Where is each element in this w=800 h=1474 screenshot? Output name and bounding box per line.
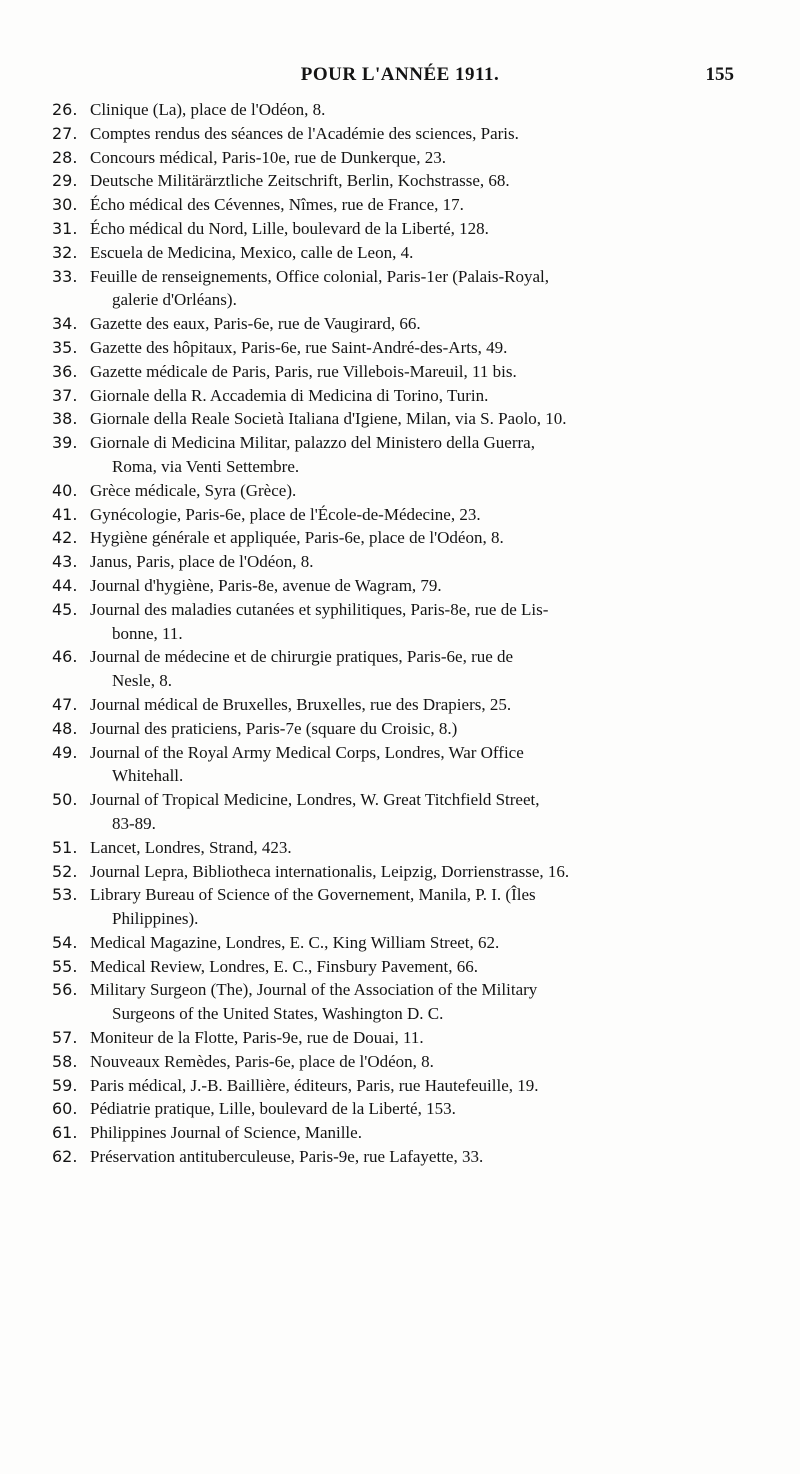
entry-text: Moniteur de la Flotte, Paris-9e, rue de Douai, 11. xyxy=(90,1028,424,1048)
entry-number: 36. xyxy=(52,361,78,381)
list-item xyxy=(52,169,742,193)
list-item xyxy=(52,122,742,146)
list-item xyxy=(52,312,742,336)
entry-text-continuation: Surgeons of the United States, Washington D. C. xyxy=(112,1004,444,1024)
entry-text: Giornale di Medicina Militar, palazzo del Ministero della Guerra, xyxy=(90,433,535,453)
entry-number: 35. xyxy=(52,337,78,357)
entry-number: 57. xyxy=(52,1028,78,1048)
entry-text: Comptes rendus des séances de l'Académie des sciences, Paris. xyxy=(90,123,519,143)
entry-text: Janus, Paris, place de l'Odéon, 8. xyxy=(90,552,314,572)
list-item xyxy=(52,741,742,789)
entry-text: Medical Magazine, Londres, E. C., King William Street, 62. xyxy=(90,932,500,952)
entry-text: Journal des praticiens, Paris-7e (square du Croisic, 8.) xyxy=(90,718,458,738)
list-item xyxy=(52,241,742,265)
entry-text-continuation: bonne, 11. xyxy=(112,623,183,643)
entry-number: 39. xyxy=(52,433,78,453)
entry-text: Military Surgeon (The), Journal of the Association of the Military xyxy=(90,980,538,1000)
running-title: POUR L'ANNÉE 1911. xyxy=(300,64,500,85)
entry-number: 47. xyxy=(52,694,78,714)
list-item xyxy=(52,217,742,241)
entry-number: 52. xyxy=(52,861,78,881)
entry-text: Journal d'hygiène, Paris-8e, avenue de Wagram, 79. xyxy=(90,575,442,595)
list-item xyxy=(52,836,742,860)
list-item xyxy=(52,265,742,313)
entry-number: 50. xyxy=(52,790,78,810)
entry-text-continuation: 83-89. xyxy=(112,813,156,833)
entry-number: 40. xyxy=(52,480,78,500)
page-number: 155 xyxy=(705,64,734,85)
list-item xyxy=(52,1074,742,1098)
entry-number: 56. xyxy=(52,980,78,1000)
entry-number: 51. xyxy=(52,837,78,857)
list-item xyxy=(52,384,742,408)
entry-text: Pédiatrie pratique, Lille, boulevard de la Liberté, 153. xyxy=(90,1099,456,1119)
entry-text: Gazette des hôpitaux, Paris-6e, rue Saint-André-des-Arts, 49. xyxy=(90,337,508,357)
entry-number: 48. xyxy=(52,718,78,738)
entry-text: Feuille de renseignements, Office colonial, Paris-1er (Palais-Royal, xyxy=(90,266,550,286)
entry-text: Library Bureau of Science of the Governement, Manila, P. I. (Îles xyxy=(90,885,536,905)
list-item xyxy=(52,860,742,884)
entry-number: 33. xyxy=(52,266,78,286)
entry-number: 60. xyxy=(52,1099,78,1119)
list-item xyxy=(52,407,742,431)
list-item xyxy=(52,193,742,217)
entry-text: Gynécologie, Paris-6e, place de l'École-de-Médecine, 23. xyxy=(90,504,481,524)
list-item xyxy=(52,598,742,646)
list-item xyxy=(52,693,742,717)
list-item xyxy=(52,360,742,384)
entry-number: 32. xyxy=(52,242,78,262)
entry-text: Écho médical des Cévennes, Nîmes, rue de France, 17. xyxy=(90,195,464,215)
entry-text: Nouveaux Remèdes, Paris-6e, place de l'Odéon, 8. xyxy=(90,1051,434,1071)
entry-number: 54. xyxy=(52,932,78,952)
entry-number: 55. xyxy=(52,956,78,976)
list-item xyxy=(52,479,742,503)
entry-text: Gazette médicale de Paris, Paris, rue Villebois-Mareuil, 11 bis. xyxy=(90,361,517,381)
entry-number: 45. xyxy=(52,599,78,619)
entry-text-continuation: Roma, via Venti Settembre. xyxy=(112,456,300,476)
entry-text: Escuela de Medicina, Mexico, calle de Leon, 4. xyxy=(90,242,414,262)
list-item xyxy=(52,336,742,360)
entry-text: Hygiène générale et appliquée, Paris-6e, place de l'Odéon, 8. xyxy=(90,528,504,548)
entry-text: Paris médical, J.-B. Baillière, éditeurs, Paris, rue Hautefeuille, 19. xyxy=(90,1075,539,1095)
entry-number: 59. xyxy=(52,1075,78,1095)
list-item xyxy=(52,1050,742,1074)
entry-number: 34. xyxy=(52,314,78,334)
entry-text: Gazette des eaux, Paris-6e, rue de Vaugirard, 66. xyxy=(90,314,421,334)
list-item xyxy=(52,931,742,955)
list-item xyxy=(52,788,742,836)
entry-text: Giornale della Reale Società Italiana d'Igiene, Milan, via S. Paolo, 10. xyxy=(90,409,567,429)
entry-text-continuation: Philippines). xyxy=(112,909,199,929)
list-item xyxy=(52,550,742,574)
entry-number: 31. xyxy=(52,218,78,238)
entry-text: Clinique (La), place de l'Odéon, 8. xyxy=(90,100,326,119)
entry-text-continuation: galerie d'Orléans). xyxy=(112,290,237,310)
list-item xyxy=(52,431,742,479)
entry-number: 29. xyxy=(52,171,78,191)
entry-text: Journal des maladies cutanées et syphilitiques, Paris-8e, rue de Lis- xyxy=(90,599,549,619)
entry-text: Philippines Journal of Science, Manille. xyxy=(90,1123,362,1143)
list-item xyxy=(52,503,742,527)
entry-number: 43. xyxy=(52,552,78,572)
entry-number: 38. xyxy=(52,409,78,429)
entry-text: Journal of Tropical Medicine, Londres, W. Great Titchfield Street, xyxy=(90,790,540,810)
list-item xyxy=(52,955,742,979)
entry-number: 37. xyxy=(52,385,78,405)
entry-text: Grèce médicale, Syra (Grèce). xyxy=(90,480,297,500)
entry-number: 44. xyxy=(52,575,78,595)
entry-number: 41. xyxy=(52,504,78,524)
entry-number: 61. xyxy=(52,1123,78,1143)
entry-text: Medical Review, Londres, E. C., Finsbury Pavement, 66. xyxy=(90,956,478,976)
entry-text: Écho médical du Nord, Lille, boulevard de la Liberté, 128. xyxy=(90,218,489,238)
list-item xyxy=(52,574,742,598)
list-item xyxy=(52,1121,742,1145)
entry-text: Journal of the Royal Army Medical Corps, Londres, War Office xyxy=(90,742,524,762)
list-item xyxy=(52,1026,742,1050)
entry-number: 26. xyxy=(52,100,78,119)
entry-number: 28. xyxy=(52,147,78,167)
entry-text: Journal médical de Bruxelles, Bruxelles, rue des Drapiers, 25. xyxy=(90,694,512,714)
entry-text-continuation: Whitehall. xyxy=(112,766,184,786)
page-header xyxy=(0,58,800,94)
entry-number: 42. xyxy=(52,528,78,548)
list-item xyxy=(52,978,742,1026)
list-item xyxy=(52,1097,742,1121)
entry-number: 30. xyxy=(52,195,78,215)
entry-text: Préservation antituberculeuse, Paris-9e, rue Lafayette, 33. xyxy=(90,1147,484,1167)
entry-text: Giornale della R. Accademia di Medicina di Torino, Turin. xyxy=(90,385,489,405)
list-item xyxy=(52,526,742,550)
entry-text-continuation: Nesle, 8. xyxy=(112,671,172,691)
entry-number: 58. xyxy=(52,1051,78,1071)
entry-text: Journal de médecine et de chirurgie pratiques, Paris-6e, rue de xyxy=(90,647,514,667)
list-item xyxy=(52,717,742,741)
entry-text: Deutsche Militärärztliche Zeitschrift, Berlin, Kochstrasse, 68. xyxy=(90,171,510,191)
entry-text: Concours médical, Paris-10e, rue de Dunkerque, 23. xyxy=(90,147,446,167)
list-item xyxy=(52,883,742,931)
entry-number: 27. xyxy=(52,123,78,143)
entry-text: Journal Lepra, Bibliotheca internationalis, Leipzig, Dorrienstrasse, 16. xyxy=(90,861,570,881)
entry-number: 53. xyxy=(52,885,78,905)
list-item xyxy=(52,645,742,693)
entry-number: 62. xyxy=(52,1147,78,1167)
list-item xyxy=(52,146,742,170)
periodical-list xyxy=(52,98,742,1169)
list-item xyxy=(52,98,742,122)
entry-number: 46. xyxy=(52,647,78,667)
list-item xyxy=(52,1145,742,1169)
entry-number: 49. xyxy=(52,742,78,762)
entry-text: Lancet, Londres, Strand, 423. xyxy=(90,837,292,857)
